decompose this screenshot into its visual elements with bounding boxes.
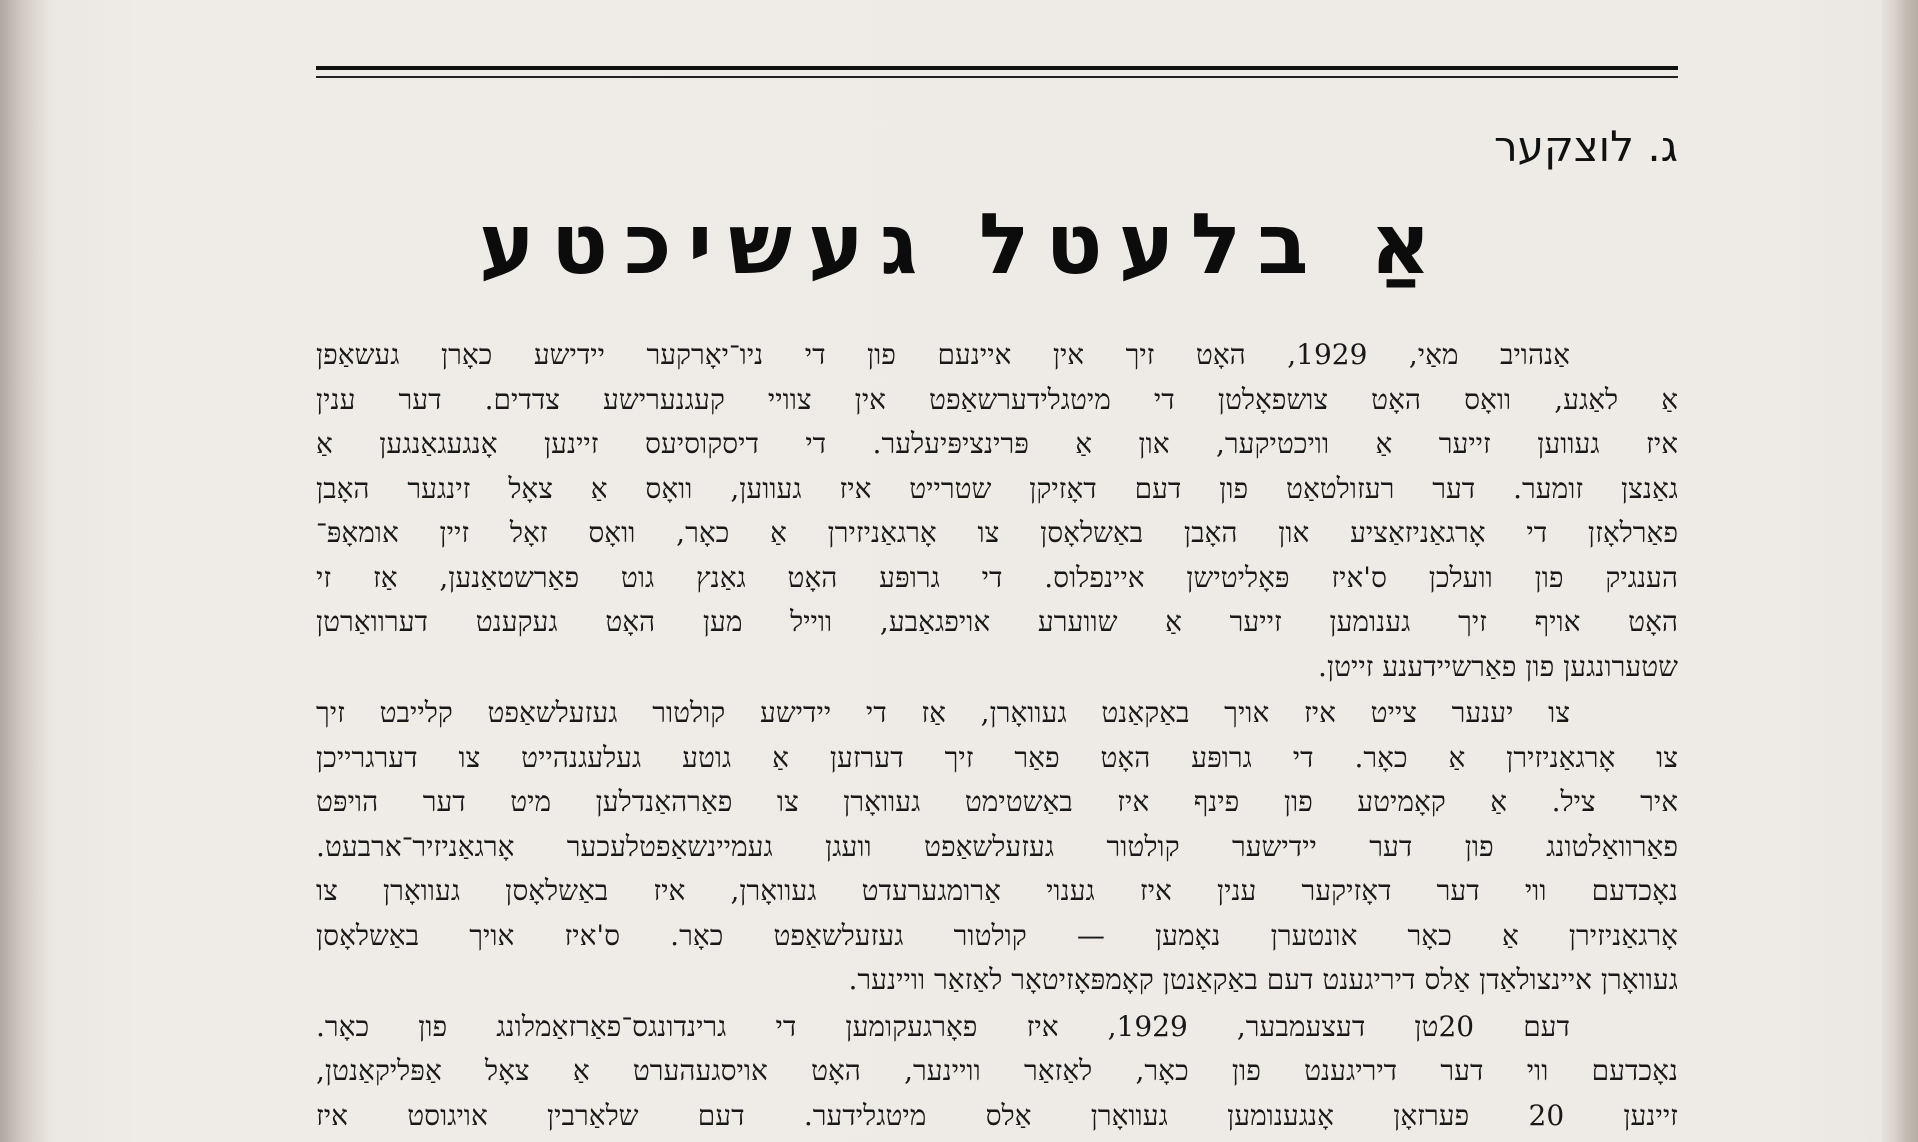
text-line: פאַרוואַלטונג פון דער יידישער קולטור געזעלשאַפט וועגן געמיינשאַפטלעכער אָרגאַניזיר־ארבעט. bbox=[316, 829, 1678, 863]
text-line: אַ לאַגע, וואָס האָט צושפאָלטן די מיטגלידערשאַפט אין צוויי קעגנערישע צדדים. דער ענין bbox=[316, 382, 1678, 416]
text-line: דעם 20טן דעצעמבער, 1929, איז פאָרגעקומען די גרינדונגס־פאַרזאַמלונג פון כאָר. bbox=[316, 1009, 1570, 1043]
text-line: נאָכדעם ווי דער דיריגענט פון כאָר, לאַזאַר וויינער, האָט אויסגעהערט אַ צאָל אַפּליקאַנטן, bbox=[316, 1054, 1678, 1087]
paragraph bbox=[316, 691, 1678, 1003]
text-line: איז געווען זייער אַ וויכטיקער, און אַ פּרינציפּיעלער. די דיסקוסיעס זיינען אָנגעגאַנגען אַ bbox=[316, 427, 1678, 460]
binding-shadow bbox=[0, 0, 54, 1142]
text-line: געוואָרן איינצולאַדן אַלס דיריגענט דעם באַקאַנטן קאָמפּאָזיטאָר לאַזאַר וויינער. bbox=[848, 963, 1678, 996]
text-line: אַנהויב מאַי, 1929, האָט זיך אין איינעם פון די ניו־יאָרקער יידישע כאָרן געשאַפן bbox=[316, 338, 1570, 371]
header-rule-thin bbox=[316, 76, 1678, 78]
text-line: גאַנצן זומער. דער רעזולטאַט פון דעם דאָזיקן שטרייט איז געווען, וואָס אַ צאָל זינגער האָבן bbox=[316, 471, 1678, 505]
header-rule-thick bbox=[316, 66, 1678, 70]
text-line: אָרגאַניזירן אַ כאָר אונטערן נאָמען — קולטור געזעלשאַפט כאָר. ס'איז אויך באַשלאָסן bbox=[316, 918, 1678, 952]
text-line: צו יענער צייט איז אויך באַקאַנט געוואָרן, אַז די יידישע קולטור געזעלשאַפט קלייבט זיך bbox=[316, 696, 1570, 729]
page bbox=[48, 0, 1878, 1142]
author-name: ג. לוצקער bbox=[1493, 122, 1678, 171]
text-line: נאָכדעם ווי דער דאָזיקער ענין איז גענוי אַרומגערעדט געוואָרן, איז באַשלאָסן געוואָרן צו bbox=[316, 874, 1678, 907]
text-line: הענגיק פון וועלכן ס'איז פּאָליטישן איינפלוס. די גרופּע האָט גאַנץ גוט פאַרשטאַנען, אַז זי bbox=[316, 560, 1678, 594]
article-title: אַ בלעטל געשיכטע bbox=[479, 195, 1447, 293]
text-line: פאַרלאָזן די אָרגאַניזאַציע און האָבן באַשלאָסן צו אָרגאַניזירן אַ כאָר, וואָס זאָל זיין אומאָפּ־ bbox=[316, 516, 1678, 549]
text-line: זיינען 20 פערזאָן אָנגענומען געוואָרן אַלס מיטגלידער. דעם שלאַרבין אויגוסט איז bbox=[316, 1098, 1678, 1132]
text-line: צו אָרגאַניזירן אַ כאָר. די גרופּע האָט פאַר זיך דערזען אַ גוטע געלעגנהייט צו דערגרייכן bbox=[316, 740, 1678, 774]
paragraph bbox=[316, 333, 1678, 689]
text-line: שטערונגען פון פאַרשיידענע זייטן. bbox=[1318, 649, 1678, 683]
text-line: איר ציל. אַ קאָמיטע פון פינף איז באַשטימט געוואָרן צו פאַרהאַנדלען מיט דער הויפּט bbox=[316, 785, 1678, 818]
article-body bbox=[316, 333, 1678, 1140]
paragraph bbox=[316, 1005, 1678, 1139]
text-line: האָט אויף זיך גענומען זייער אַ שווערע אויפגאַבע, ווייל מען האָט געקענט דערוואַרטן bbox=[316, 605, 1678, 638]
page-edge bbox=[1882, 0, 1918, 1142]
